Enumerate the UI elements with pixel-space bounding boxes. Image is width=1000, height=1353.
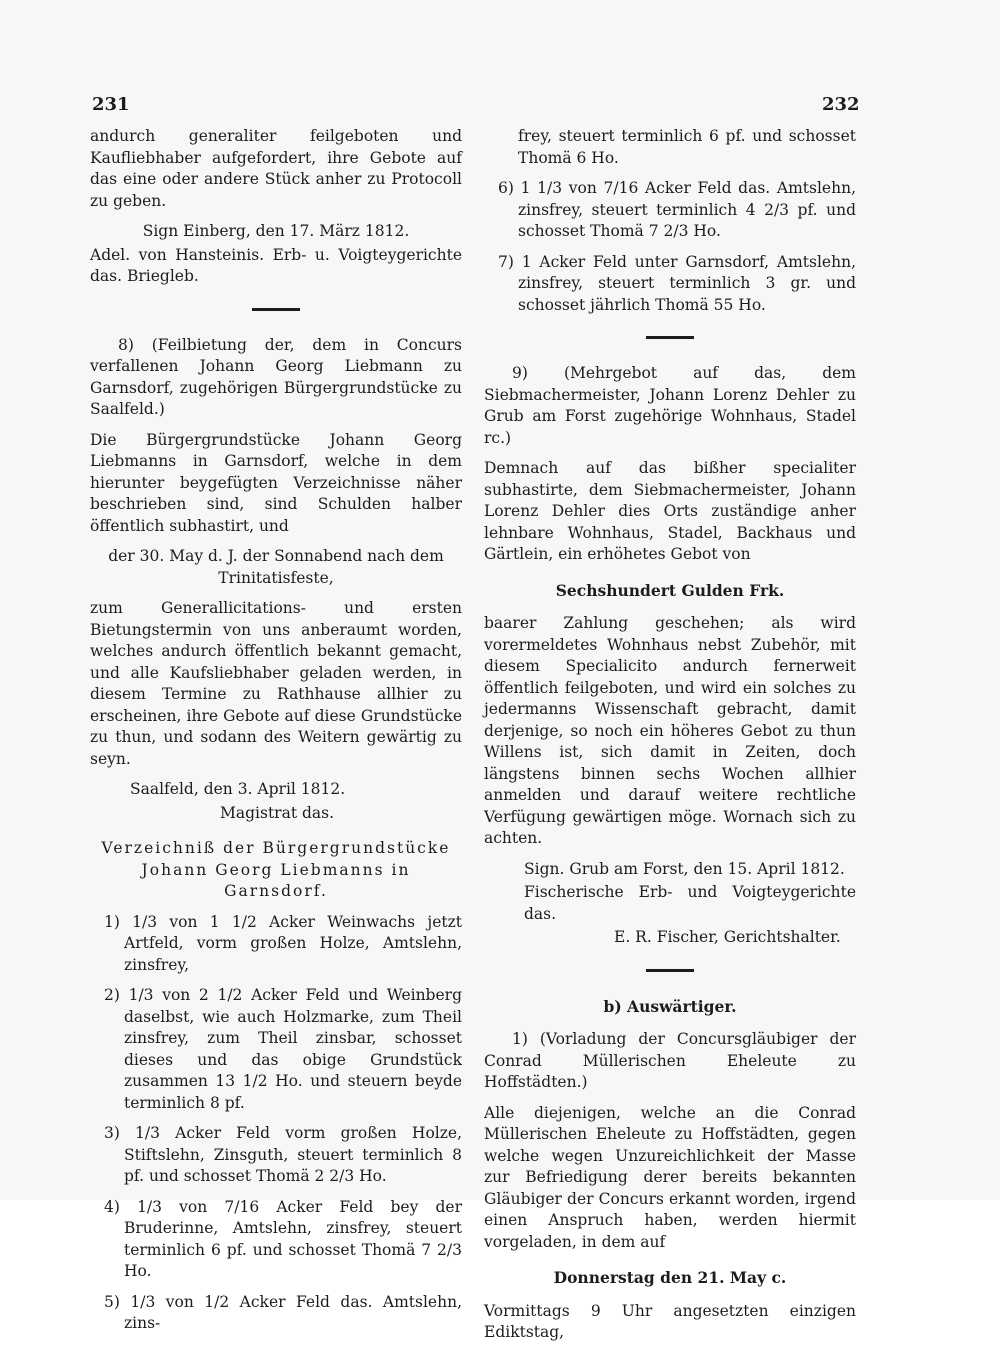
- list-item: 2) 1/3 von 2 1/2 Acker Feld und Weinberg daselbst, wie auch Holzmarke, zum Theil zinsfrey, zum Theil zinsbar, schosset dieses und das obige Grundstück zusammen 13 1/2 Ho. und steuern beyde terminlich 8 pf.: [104, 986, 462, 1112]
- page-number-left: 231: [92, 94, 130, 115]
- list-title: Verzeichniß der Bürgergrundstücke Johann Georg Liebmanns in Garnsdorf.: [101, 839, 451, 900]
- signatory-saalfeld: Magistrat das.: [220, 803, 335, 822]
- section-heading-b: b) Auswärtiger.: [603, 996, 737, 1016]
- notice-9-title: 9) (Mehrgebot auf das, dem Siebmachermeister, Johann Lorenz Dehler zu Grub am Forst zugehörige Wohnhaus, Stadel rc.): [484, 364, 856, 447]
- signatory-grub-court: Fischerische Erb- und Voigteygerichte das.: [524, 883, 856, 923]
- list-item: 4) 1/3 von 7/16 Acker Feld bey der Bruderinne, Amtslehn, zinsfrey, steuert terminlich 6 pf. und schosset Thomä 7 2/3 Ho.: [104, 1197, 462, 1280]
- notice-8-date: der 30. May d. J. der Sonnabend nach dem Trinitatisfeste,: [108, 547, 444, 587]
- notice-9-amount: Sechshundert Gulden Frk.: [555, 580, 785, 600]
- list-item-continuation: frey, steuert terminlich 6 pf. und schosset Thomä 6 Ho.: [518, 127, 856, 167]
- notice-1-continuation: Vormittags 9 Uhr angesetzten einzigen Ediktstag,: [484, 1301, 856, 1341]
- signatory-grub-name: E. R. Fischer, Gerichtshalter.: [614, 928, 841, 946]
- section-divider: [252, 308, 300, 311]
- spacer: [90, 826, 462, 838]
- list-item: 5) 1/3 von 1/2 Acker Feld das. Amtslehn, zins-: [104, 1292, 462, 1332]
- signature-place-date-saalfeld: Saalfeld, den 3. April 1812.: [130, 780, 346, 798]
- page-number-right: 232: [822, 94, 860, 115]
- intro-paragraph: andurch generaliter feilgeboten und Kaufliebhaber aufgefordert, ihre Gebote auf das eine oder andere Stück anher zu Protocoll zu geben.: [90, 127, 462, 210]
- signatory-einberg: Adel. von Hansteinis. Erb- u. Voigteygerichte das. Briegleb.: [90, 245, 462, 285]
- list-item: 3) 1/3 Acker Feld vorm großen Holze, Stiftslehn, Zinsguth, steuert terminlich 8 pf. und schosset Thomä 2 2/3 Ho.: [104, 1124, 462, 1185]
- notice-1-date: Donnerstag den 21. May c.: [553, 1268, 787, 1287]
- section-divider: [646, 336, 694, 339]
- signature-place-date-einberg: Sign Einberg, den 17. März 1812.: [142, 222, 410, 240]
- left-column: [90, 126, 462, 1344]
- list-item: 1) 1/3 von 1 1/2 Acker Weinwachs jetzt Artfeld, vorm großen Holze, Amtslehn, zinsfrey,: [104, 912, 462, 974]
- notice-8-body: Die Bürgergrundstücke Johann Georg Liebmanns in Garnsdorf, welche in dem hierunter beygefügten Verzeichnisse näher beschrieben sind, sind Schulden halber öffentlich subhastirt, und: [90, 430, 462, 535]
- notice-9-continuation: baarer Zahlung geschehen; als wird vorermeldetes Wohnhaus nebst Zubehör, mit diesem Specialicito andurch fernerweit öffentlich feilgeboten, und wird ein solches zu jedermanns Wissenschaft gebracht, damit derjenige, so noch ein höheres Gebot zu thun Willens ist, sich damit in Zeiten, doch längstens binnen sechs Wochen allhier anmelden und darauf weitere rechtliche Verfügung gewärtigen möge. Wornach sich zu achten.: [484, 614, 856, 847]
- section-divider: [646, 969, 694, 972]
- right-column: [484, 126, 856, 1353]
- notice-1-title: 1) (Vorladung der Concursgläubiger der Conrad Müllerischen Eheleute zu Hoffstädten.): [484, 1030, 856, 1091]
- signature-place-date-grub: Sign. Grub am Forst, den 15. April 1812.: [524, 859, 845, 878]
- notice-1-body: Alle diejenigen, welche an die Conrad Müllerischen Eheleute zu Hoffstädten, gegen welche wegen Unzureichlichkeit der Masse zur Befriedigung derer bereits bekannten Gläubiger der Concurs erkannt worden, irgend einen Anspruch haben, werden hiermit vorgeladen, in dem auf: [484, 1103, 856, 1251]
- list-item: 7) 1 Acker Feld unter Garnsdorf, Amtslehn, zinsfrey, steuert terminlich 3 gr. und schosset jährlich Thomä 55 Ho.: [498, 252, 856, 314]
- notice-8-continuation: zum Generallicitations- und ersten Bietungstermin von uns anberaumt worden, welches andurch öffentlich bekannt gemacht, und alle Kaufsliebhaber geladen werden, in diesem Termine zu Rathhause allhier zu erscheinen, ihre Gebote auf diese Grundstücke zu thun, und sodann des Weitern gewärtig zu seyn.: [90, 599, 462, 768]
- list-item: 6) 1 1/3 von 7/16 Acker Feld das. Amtslehn, zinsfrey, steuert terminlich 4 2/3 pf. und schosset Thomä 7 2/3 Ho.: [498, 179, 856, 240]
- notice-8-title: 8) (Feilbietung der, dem in Concurs verfallenen Johann Georg Liebmann zu Garnsdorf, zugehörigen Bürgergrundstücke zu Saalfeld.): [90, 335, 462, 418]
- notice-9-body: Demnach auf das bißher specialiter subhastirte, dem Siebmachermeister, Johann Lorenz Dehler dies Orts zuständige anher lehnbare Wohnhaus, Stadel, Backhaus und Gärtlein, ein erhöhetes Gebot von: [484, 459, 856, 563]
